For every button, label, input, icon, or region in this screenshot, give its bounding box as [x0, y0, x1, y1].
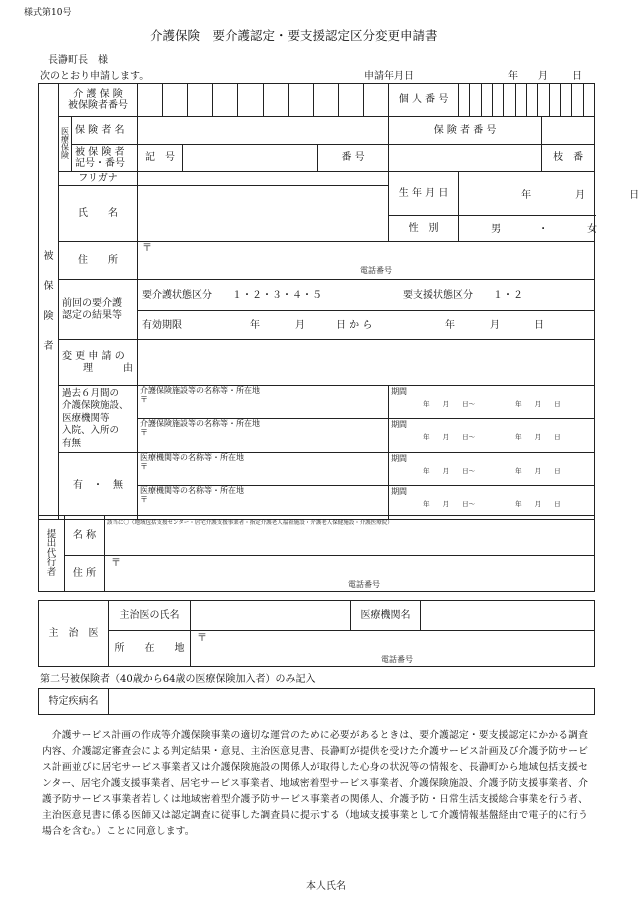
personal-number-field[interactable]: [459, 84, 595, 117]
furigana-label: フリガナ: [59, 172, 138, 186]
apply-date-day: 日: [572, 71, 582, 82]
apply-date-label: 申請年月日: [364, 71, 414, 82]
apply-date-year: 年: [508, 71, 518, 82]
sex-field[interactable]: 男 ・ 女: [459, 216, 595, 242]
birth-date-label: 生 年 月 日: [389, 172, 459, 216]
doctor-table: [38, 600, 595, 667]
insurance-number-label: 介 護 保 険 被保険者番号: [59, 84, 138, 117]
address-label: 住 所: [59, 242, 138, 280]
agent-table: [38, 515, 595, 592]
personal-number-label: 個 人 番 号: [389, 84, 459, 117]
insured-side-label: 被 保 険 者: [39, 84, 59, 520]
facility-row[interactable]: 介護保険施設等の名称等・所在地 〒 介護保険施設等の名称等・所在地 〒: [138, 386, 389, 453]
insurer-name-label: 保 険 者 名: [72, 117, 138, 145]
birth-date-field[interactable]: 年 月 日: [459, 172, 595, 216]
insured-table: [38, 83, 639, 520]
address-field[interactable]: [138, 242, 595, 280]
clinic-name-field[interactable]: [421, 601, 595, 631]
agent-type-note: 該当に〇（地域包括支援センター・居宅介護支援事業者・指定介護老人福祉施設・介護老人保健施設・介護医療院）: [107, 520, 393, 526]
intro-text: 次のとおり申請します。: [40, 71, 150, 82]
medical-insurance-side-label: 医 療 保 険: [59, 117, 72, 172]
doctor-name-field[interactable]: [191, 601, 351, 631]
secondary-note: 第二号被保険者（40歳から64歳の医療保険加入者）のみ記入: [40, 674, 316, 685]
doctor-label: 主 治 医: [39, 601, 109, 667]
disease-field[interactable]: [109, 689, 595, 715]
agent-name-field[interactable]: [105, 516, 595, 556]
agent-side-label: 提 出 代 行 者: [39, 516, 65, 592]
agent-address-label: 住 所: [65, 556, 105, 592]
bango-label: 番 号: [318, 145, 389, 172]
postal-mark: 〒: [142, 243, 152, 254]
previous-result-field[interactable]: 要介護状態区分 １・２・３・４・５ 要支援状態区分 １・２ 有効期限 年 月 日 か ら 年 月 日: [138, 280, 595, 340]
support-level-text: 要支援状態区分 １・２: [403, 290, 523, 301]
previous-result-label: 前回の要介護 認定の結果等: [59, 280, 138, 340]
phone-label: 電話番号: [360, 266, 392, 275]
insurer-name-field[interactable]: [138, 117, 389, 145]
clinic-name-label: 医療機関名: [351, 601, 421, 631]
doctor-address-label: 所 在 地: [109, 631, 191, 667]
doctor-name-label: 主治医の氏名: [109, 601, 191, 631]
kigo-field[interactable]: [183, 145, 318, 172]
medical-facility-period[interactable]: 期間 年 月 日～ 年 月 日 期間 年 月 日～ 年 月 日: [389, 453, 595, 520]
agent-address-field[interactable]: 〒 電話番号: [105, 556, 595, 592]
change-reason-label: 変 更 申 請 の 理 由: [59, 340, 138, 386]
past-six-months-label: 過去６月間の 介護保険施設、 医療機関等 入院、入所の 有無: [59, 386, 138, 453]
name-label: 氏 名: [59, 186, 138, 242]
umu-label[interactable]: 有 ・ 無: [59, 453, 138, 520]
name-field[interactable]: [138, 186, 389, 242]
insurer-number-label: 保 険 者 番 号: [389, 117, 542, 145]
doctor-address-field[interactable]: 〒 電話番号: [191, 631, 595, 667]
sex-label: 性 別: [389, 216, 459, 242]
agent-name-label: 名 称: [65, 516, 105, 556]
valid-period-label: 有効期限: [142, 320, 182, 331]
facility-period[interactable]: 期間 年 月 日～ 年 月 日 期間 年 月 日～ 年 月 日: [389, 386, 595, 453]
disease-table: [38, 688, 595, 715]
card-number-label: 被 保 険 者 記号・番号: [72, 145, 138, 172]
form-number: 様式第10号: [24, 8, 72, 18]
insurance-number-field[interactable]: [138, 84, 389, 117]
bango-field[interactable]: [389, 145, 542, 172]
page-title: 介護保険 要介護認定・要支援認定区分変更申請書: [150, 28, 438, 43]
edaban-label: 枝 番: [542, 145, 595, 172]
medical-facility-row[interactable]: 医療機関等の名称等・所在地 〒 医療機関等の名称等・所在地 〒: [138, 453, 389, 520]
kigo-label: 記 号: [138, 145, 183, 172]
disease-label: 特定疾病名: [39, 689, 109, 715]
care-level-text: 要介護状態区分 １・２・３・４・５: [142, 290, 322, 301]
insurer-number-field[interactable]: [542, 117, 595, 145]
addressee: 長瀞町長 様: [48, 55, 108, 66]
signature-label: 本人氏名: [306, 881, 346, 892]
furigana-field[interactable]: [138, 172, 389, 186]
consent-text: 介護サービス計画の作成等介護保険事業の適切な運営のために必要があるときは、要介護認定・要支援認定にかかる調査内容、介護認定審査会による判定結果・意見、主治医意見書、長瀞町が提供を受けた介護サービス計画及び介護予防サービス計画並びに居宅サービス事業者又は介護保険施設の関係人が取得した心身の状況等の情報を、長瀞町から地域包括支援センター、居宅介護支援事業者、居宅サービス事業者、地域密着型サービス事業者、介護保険施設、介護予防支援事業者、介護予防サービス事業者若しくは地域密着型介護予防サービス事業者の関係人、介護予防・日常生活支援総合事業を行う者、主治医意見書に係る医師又は認定調査に従事した調査員に提示する（地域支援事業として介護情報基盤経由で電子的に行う場合を含む。）ことに同意します。: [42, 730, 588, 837]
change-reason-field[interactable]: [138, 340, 595, 386]
apply-date-month: 月: [538, 71, 548, 82]
